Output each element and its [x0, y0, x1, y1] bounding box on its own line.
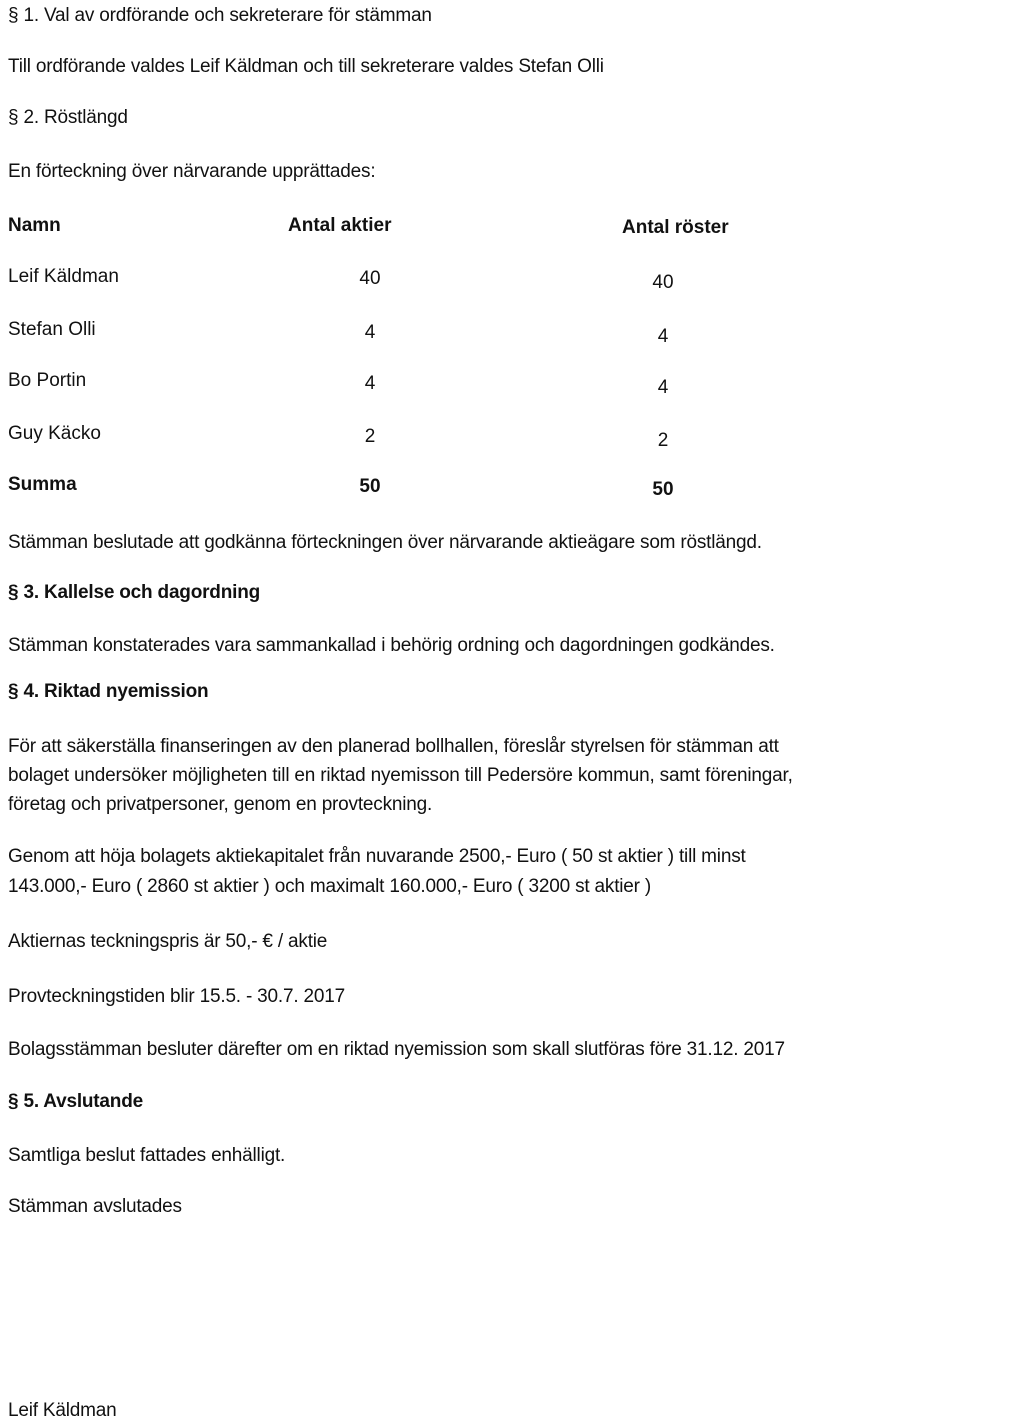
section-1-heading: § 1. Val av ordförande och sekreterare för stämman [8, 5, 432, 26]
section-2-intro: En förteckning över närvarande upprättades: [8, 161, 376, 182]
section-2-heading: § 2. Röstlängd [8, 107, 128, 128]
row-shares: 2 [364, 426, 376, 447]
total-votes: 50 [652, 479, 674, 500]
section-1-text: Till ordförande valdes Leif Käldman och till sekreterare valdes Stefan Olli [8, 56, 604, 77]
table-header-votes: Antal röster [622, 217, 729, 238]
row-name: Bo Portin [8, 370, 87, 391]
row-votes: 4 [657, 326, 669, 347]
section-4-paragraph-1-line-1: För att säkerställa finanseringen av den planerad bollhallen, föreslår styrelsen för stämman att [8, 736, 779, 757]
row-shares: 4 [364, 322, 376, 343]
table-header-name: Namn [8, 215, 61, 236]
row-name: Leif Käldman [8, 266, 119, 287]
section-5-heading: § 5. Avslutande [8, 1091, 143, 1112]
section-4-period: Provteckningstiden blir 15.5. - 30.7. 2017 [8, 986, 345, 1007]
row-name: Stefan Olli [8, 319, 96, 340]
row-shares: 4 [364, 373, 376, 394]
section-3-text: Stämman konstaterades vara sammankallad i behörig ordning och dagordningen godkändes. [8, 635, 775, 656]
section-4-paragraph-1-line-3: företag och privatpersoner, genom en provteckning. [8, 794, 433, 815]
section-4-paragraph-2-line-2: 143.000,- Euro ( 2860 st aktier ) och maximalt 160.000,- Euro ( 3200 st aktier ) [8, 876, 651, 897]
section-4-heading: § 4. Riktad nyemission [8, 681, 209, 702]
section-4-decision: Bolagsstämman besluter därefter om en riktad nyemission som skall slutföras före 31.12. 2017 [8, 1039, 785, 1060]
section-4-price: Aktiernas teckningspris är 50,- € / aktie [8, 931, 328, 952]
section-4-paragraph-2-line-1: Genom att höja bolagets aktiekapitalet från nuvarande 2500,- Euro ( 50 st aktier ) till minst [8, 846, 746, 867]
section-5-text-1: Samtliga beslut fattades enhälligt. [8, 1145, 286, 1166]
total-label: Summa [8, 474, 77, 495]
signature-name: Leif Käldman [8, 1400, 117, 1421]
section-3-heading: § 3. Kallelse och dagordning [8, 582, 261, 603]
row-votes: 2 [657, 430, 669, 451]
total-shares: 50 [359, 476, 381, 497]
row-votes: 40 [652, 272, 674, 293]
row-name: Guy Käcko [8, 423, 101, 444]
row-votes: 4 [657, 377, 669, 398]
section-4-paragraph-1-line-2: bolaget undersöker möjligheten till en riktad nyemisson till Pedersöre kommun, samt föreningar, [8, 765, 793, 786]
table-header-shares: Antal aktier [288, 215, 392, 236]
row-shares: 40 [359, 268, 381, 289]
section-2-decision: Stämman beslutade att godkänna förteckningen över närvarande aktieägare som röstlängd. [8, 532, 762, 553]
section-5-text-2: Stämman avslutades [8, 1196, 182, 1217]
